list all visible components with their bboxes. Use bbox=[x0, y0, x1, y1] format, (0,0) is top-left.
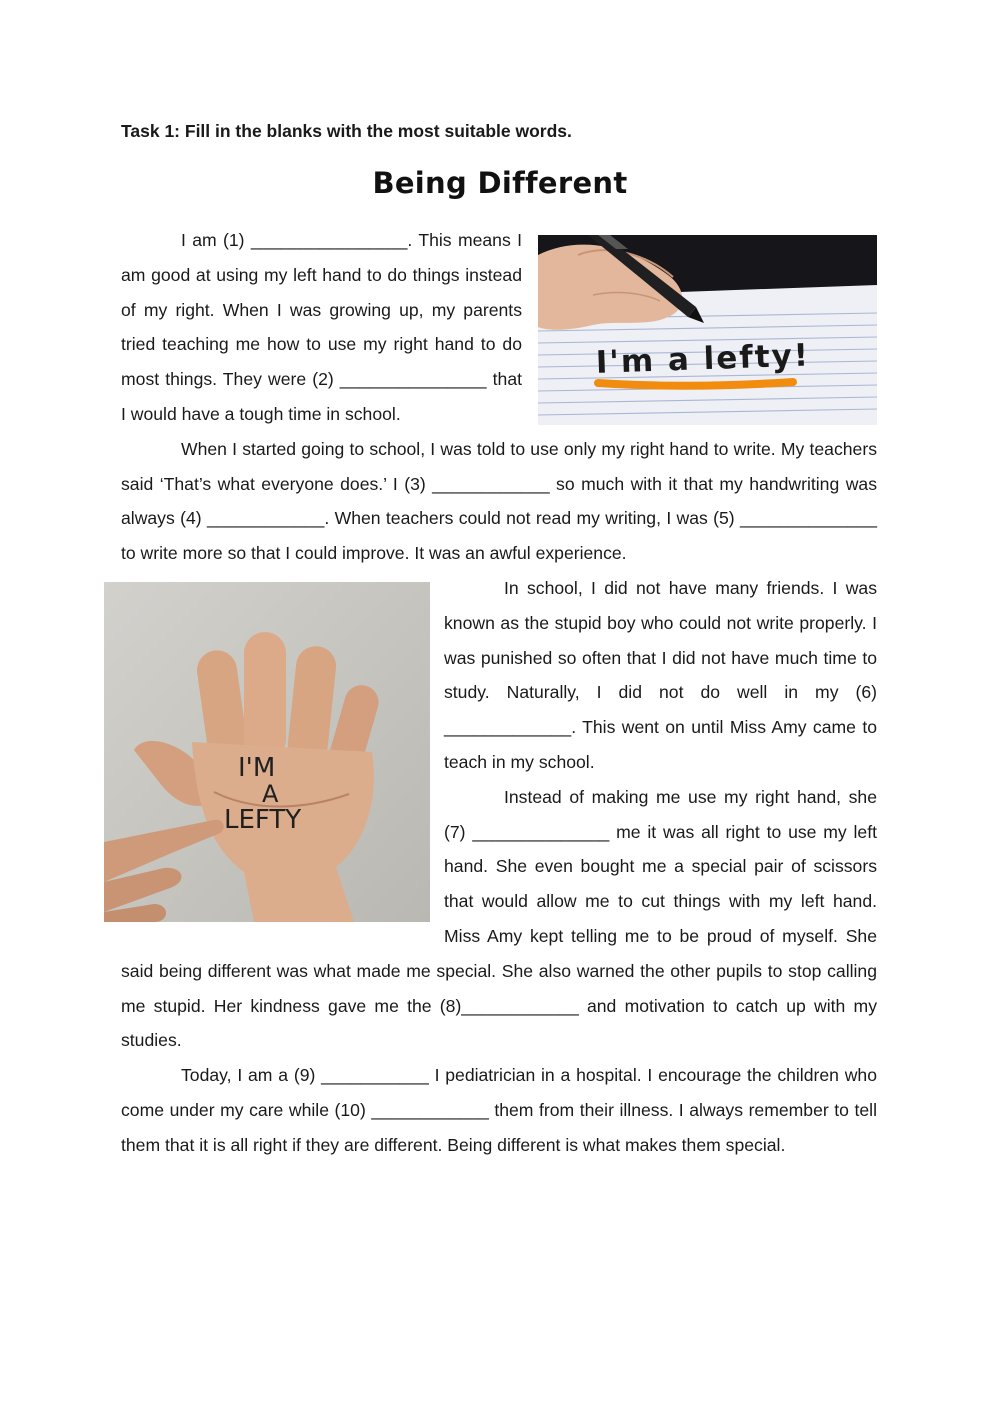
lefty-writing-image bbox=[538, 235, 877, 425]
story-body bbox=[121, 223, 877, 1163]
palm-text-line-3: LEFTY bbox=[224, 804, 302, 835]
task-instruction: Task 1: Fill in the blanks with the most suitable words. bbox=[121, 121, 572, 141]
page-title: Being Different bbox=[372, 166, 628, 200]
lefty-writing-illustration bbox=[538, 235, 877, 425]
paragraph-1: I am (1) ________________. This means I am good at using my left hand to do things instead of my right. When I was growing up, my parents tried teaching me how to use my right hand to do most things. They were (2) _______________ that I would have a tough time in school. bbox=[121, 230, 522, 424]
paragraph-2: When I started going to school, I was told to use only my right hand to write. My teachers said ‘That’s what everyone does.’ I (3) ____________ so much with it that my handwriting was always (4) ____________. When teachers could not read my writing, I was (5) ______________ to write more so that I could improve. It was an awful experience. bbox=[121, 438, 877, 564]
palm-text-line-2: A bbox=[262, 779, 279, 808]
paragraph-4: Instead of making me use my right hand, she (7) ______________ me it was all right to use my left hand. She even bought me a special pair of scissors that would allow me to cut things with my left hand. Miss Amy kept telling me to be proud of myself. She said being different was what made me special. She also warned the other pupils to stop calling me stupid. Her kindness gave me the (8)____________ and motivation to catch up with my studies. bbox=[121, 786, 877, 1051]
paragraph-5: Today, I am a (9) ___________ I pediatrician in a hospital. I encourage the children who come under my care while (10) ____________ them from their illness. I always remember to tell them that it is all right if they are different. Being different is what makes them special. bbox=[121, 1065, 877, 1155]
paragraph-3: In school, I did not have many friends. I was known as the stupid boy who could not write properly. I was punished so often that I did not have much time to study. Naturally, I did not do well in my (6) _____________. This went on until Miss Amy came to teach in my school. bbox=[444, 577, 877, 772]
lefty-palm-illustration bbox=[104, 582, 430, 922]
lefty-palm-image bbox=[104, 582, 430, 922]
lefty-handwriting-text: I'm a lefty! bbox=[595, 337, 811, 381]
palm-text-line-1: I'M bbox=[238, 752, 276, 783]
